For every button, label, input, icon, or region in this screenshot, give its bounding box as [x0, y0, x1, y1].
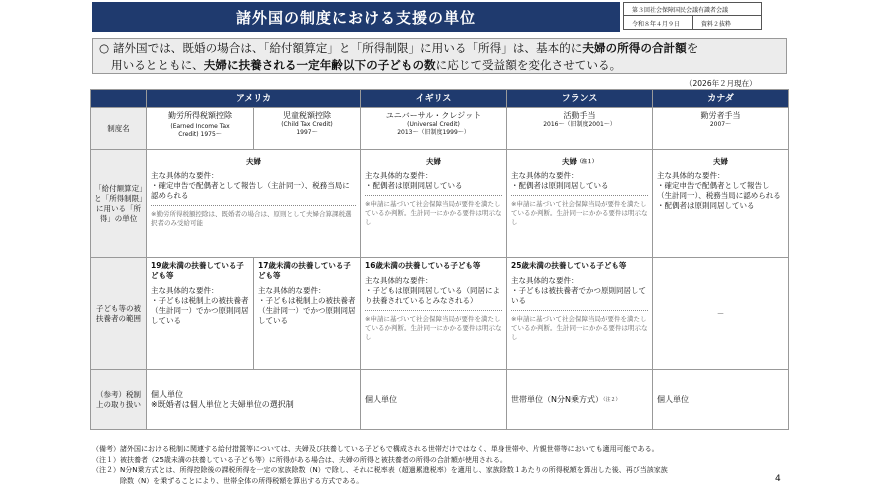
cell-fr-tax: 世帯単位（N分N乗方式）$^{(注2)}$ — [507, 370, 653, 430]
country-fr: フランス — [507, 90, 653, 108]
cell-us1-children: 19歳未満の扶養している子ども等 主な具体的な要件： ・子どもは税制上の被扶養者（生計同一）でかつ原則同居している — [147, 258, 254, 370]
row-label-income: 「給付額算定」と「所得制限」に用いる「所得」の単位 — [91, 150, 147, 258]
cell-uk-income: 夫婦 主な具体的な要件： ・配偶者は原則同居している ※申請に基づいて社会保障当局が要件を満たしているか判断。生計同一にかかる要件は明示なし — [361, 150, 507, 258]
note-2: （注２）N分N乗方式とは、所得控除後の課税所得を一定の家族除数（N）で除し、それに税率表（超過累進税率）を適用し、家族除数１あたりの所得税額を算出した後、再び当該家族 — [92, 466, 668, 474]
cell-us2-children: 17歳未満の扶養している子ども等 主な具体的な要件： ・子どもは税制上の被扶養者（生計同一）でかつ原則同居している — [254, 258, 361, 370]
cell-ca-tax: 個人単位 — [653, 370, 789, 430]
cell-fr-income: 夫婦$^{(注1)}$ 主な具体的な要件： ・配偶者は原則同居している ※申請に基づいて社会保障当局が要件を満たしているか判断。生計同一にかかる要件は明示なし — [507, 150, 653, 258]
cell-us2-system: 児童税額控除 (Child Tax Credit) 1997～ — [254, 108, 361, 150]
meta-box — [623, 2, 762, 30]
table-row-income — [91, 150, 789, 258]
table-row-tax — [91, 370, 789, 430]
country-ca: カナダ — [653, 90, 789, 108]
row-label-system: 制度名 — [91, 108, 147, 150]
meeting-name: 第３回社会保障国民会議有識者会議 — [624, 3, 761, 16]
summary-box: ○ 諸外国では、既婚の場合は、「給付額算定」と「所得制限」に用いる「所得」は、基本的に夫婦の所得の合計額を 用いるとともに、夫婦に扶養される一定年齢以下の子どもの数に応じて受益額を変化させている。 — [92, 38, 787, 74]
table-row-system — [91, 108, 789, 150]
note-1: （注１）被扶養者（25歳未満の扶養している子ども等）に所得がある場合は、夫婦の所得と被扶養者の所得の合計額が使用される。 — [92, 455, 507, 464]
cell-uk-children: 16歳未満の扶養している子ども等 主な具体的な要件： ・子どもは原則同居している（同居により扶養されているとみなされる） ※申請に基づいて社会保障当局が要件を満たしているか判断。生計同一にかかる要件は明示なし — [361, 258, 507, 370]
comparison-table — [90, 89, 789, 430]
meeting-date: 令和８年４月９日 — [632, 20, 681, 28]
row-label-tax: （参考）税制上の取り扱い — [91, 370, 147, 430]
cell-us1-system: 勤労所得税額控除 (Earned Income Tax Credit) 1975～ — [147, 108, 254, 150]
country-header-row — [91, 90, 789, 108]
country-us: アメリカ — [147, 90, 361, 108]
cell-uk-tax: 個人単位 — [361, 370, 507, 430]
cell-uk-system: ユニバーサル・クレジット (Universal Credit) 2013～（旧制度1999～） — [361, 108, 507, 150]
country-uk: イギリス — [361, 90, 507, 108]
page-title: 諸外国の制度における支援の単位 — [92, 2, 620, 32]
cell-ca-income: 夫婦 主な具体的な要件： ・確定申告で配偶者として報告し（生計同一）、税務当局に認められる ・配偶者は原則同居している — [653, 150, 789, 258]
bullet-circle: ○ — [99, 41, 110, 55]
page-number: 4 — [775, 474, 781, 484]
cell-ca-system: 勤労者手当 2007～ — [653, 108, 789, 150]
row-label-children: 子ども等の被扶養者の範囲 — [91, 258, 147, 370]
footnotes — [92, 444, 792, 486]
note-2-cont: 除数（N）を乗ずることにより、世帯全体の所得税額を算出する方式である。 — [92, 476, 364, 485]
table-row-children — [91, 258, 789, 370]
as-of-date: （2026年２月現在） — [685, 79, 757, 88]
cell-ca-children: － — [653, 258, 789, 370]
cell-fr-system: 活動手当 2016～（旧制度2001～） — [507, 108, 653, 150]
cell-us-income: 夫婦 主な具体的な要件： ・確定申告で配偶者として報告し（主計同一）、税務当局に認められる ※勤労所得税額控除は、既婚者の場合は、原則として夫婦合算課税選択者のみ受給可能 — [147, 150, 361, 258]
document-id: 資料２抜粋 — [692, 16, 761, 30]
cell-fr-children: 25歳未満の扶養している子ども等 主な具体的な要件： ・子どもは被扶養者でかつ原則同居している ※申請に基づいて社会保障当局が要件を満たしているか判断。生計同一にかかる要件は明示なし — [507, 258, 653, 370]
cell-us-tax: 個人単位 ※既婚者は個人単位と夫婦単位の選択制 — [147, 370, 361, 430]
note-remark: （備考）諸外国における税制に関連する給付措置等については、夫婦及び扶養している子どもで構成される世帯だけではなく、単身世帯や、片親世帯等においても適用可能である。 — [92, 445, 659, 453]
